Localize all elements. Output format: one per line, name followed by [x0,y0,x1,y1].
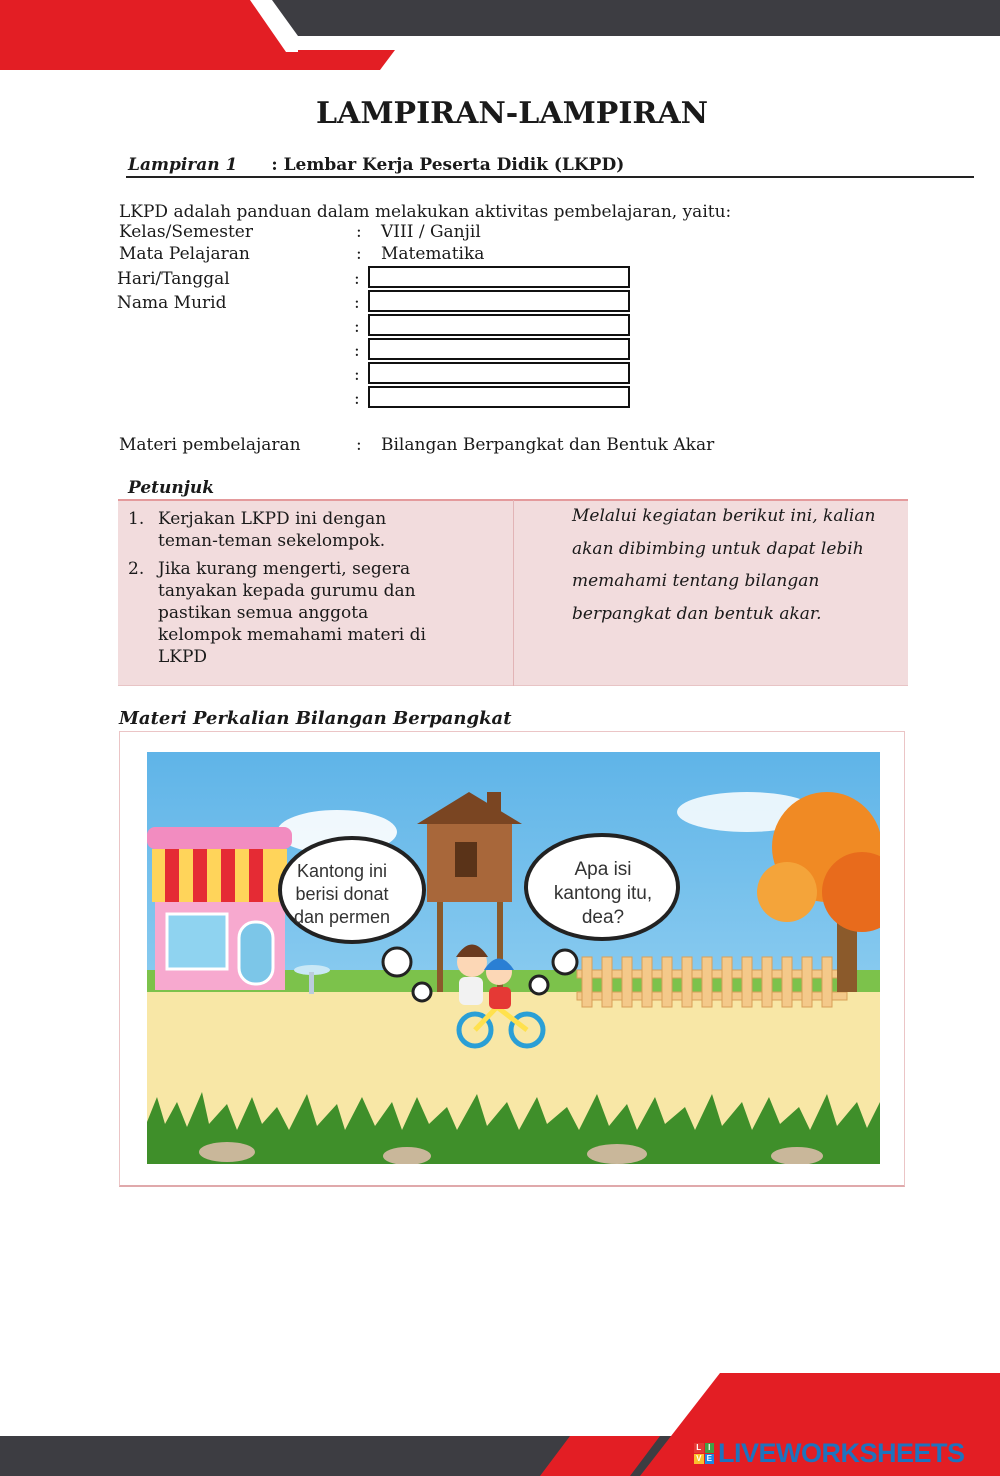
lampiran-label: Lampiran 1 [128,155,238,175]
lampiran-text: : Lembar Kerja Peserta Didik (LKPD) [271,155,625,175]
logo-badge-icon [694,1443,714,1463]
member-colon: : [354,365,360,385]
list-text: Kerjakan LKPD ini dengan teman-teman sekelompok. [158,509,387,551]
illustration-scene [147,752,880,1164]
logo-text: LIVEWORKSHEETS [718,1437,965,1468]
petunjuk-divider [513,500,514,686]
mapel-value: Matematika [381,244,485,264]
logo-letter: E [705,1454,715,1464]
materi-value: Bilangan Berpangkat dan Bentuk Akar [381,435,715,455]
mapel-colon: : [356,244,362,264]
member-input-4[interactable] [368,386,630,408]
hari-label: Hari/Tanggal [117,269,230,289]
list-item [128,558,428,668]
materi-heading: Materi Perkalian Bilangan Berpangkat [119,708,512,729]
lampiran-underline [126,176,974,178]
nama-label: Nama Murid [117,293,227,313]
speech-bubble-left [280,838,424,942]
member-colon: : [354,317,360,337]
bubble-left-line: berisi donat [295,884,389,904]
list-text: Jika kurang mengerti, segera tanyakan kepada gurumu dan pastikan semua anggota kelompok memahami materi di LKPD [158,559,426,667]
bubble-left-line: dan permen [293,907,391,927]
bubble-right-line: Apa isi [574,859,632,880]
petunjuk-note: Melalui kegiatan berikut ini, kalian akan dibimbing untuk dapat lebih memahami tentang bilangan berpangkat dan bentuk akar. [572,506,876,624]
page-title: LAMPIRAN-LAMPIRAN [315,96,709,131]
logo-letter: V [694,1454,704,1464]
kelas-label: Kelas/Semester [119,222,253,242]
bubble-left-line: Kantong ini [296,861,388,881]
speech-bubble-right [526,835,678,939]
kelas-value: VIII / Ganjil [381,222,481,242]
rock [587,1144,647,1164]
member-input-3[interactable] [368,362,630,384]
logo-letter: L [694,1443,704,1453]
member-colon: : [354,341,360,361]
hari-colon: : [354,269,360,289]
list-item [128,508,448,552]
kelas-colon: : [356,222,362,242]
member-colon: : [354,389,360,409]
list-number: 1. [128,509,145,529]
bubble-right-line: dea? [581,907,625,928]
lampiran-heading [128,155,624,175]
list-number: 2. [128,559,145,579]
mapel-label: Mata Pelajaran [119,244,250,264]
petunjuk-heading: Petunjuk [128,478,215,498]
rock [199,1142,255,1162]
hari-input[interactable] [368,266,630,288]
logo-letter: I [705,1443,715,1453]
petunjuk-list [128,508,448,674]
bubble-right-line: kantong itu, [553,883,653,904]
member-input-1[interactable] [368,314,630,336]
nama-colon: : [354,293,360,313]
tree-foliage [757,862,817,922]
nama-input[interactable] [368,290,630,312]
materi-label: Materi pembelajaran [119,435,301,455]
member-input-2[interactable] [368,338,630,360]
materi-colon: : [356,435,362,455]
intro-text: LKPD adalah panduan dalam melakukan aktivitas pembelajaran, yaitu: [119,202,732,222]
liveworksheets-logo [694,1438,965,1468]
